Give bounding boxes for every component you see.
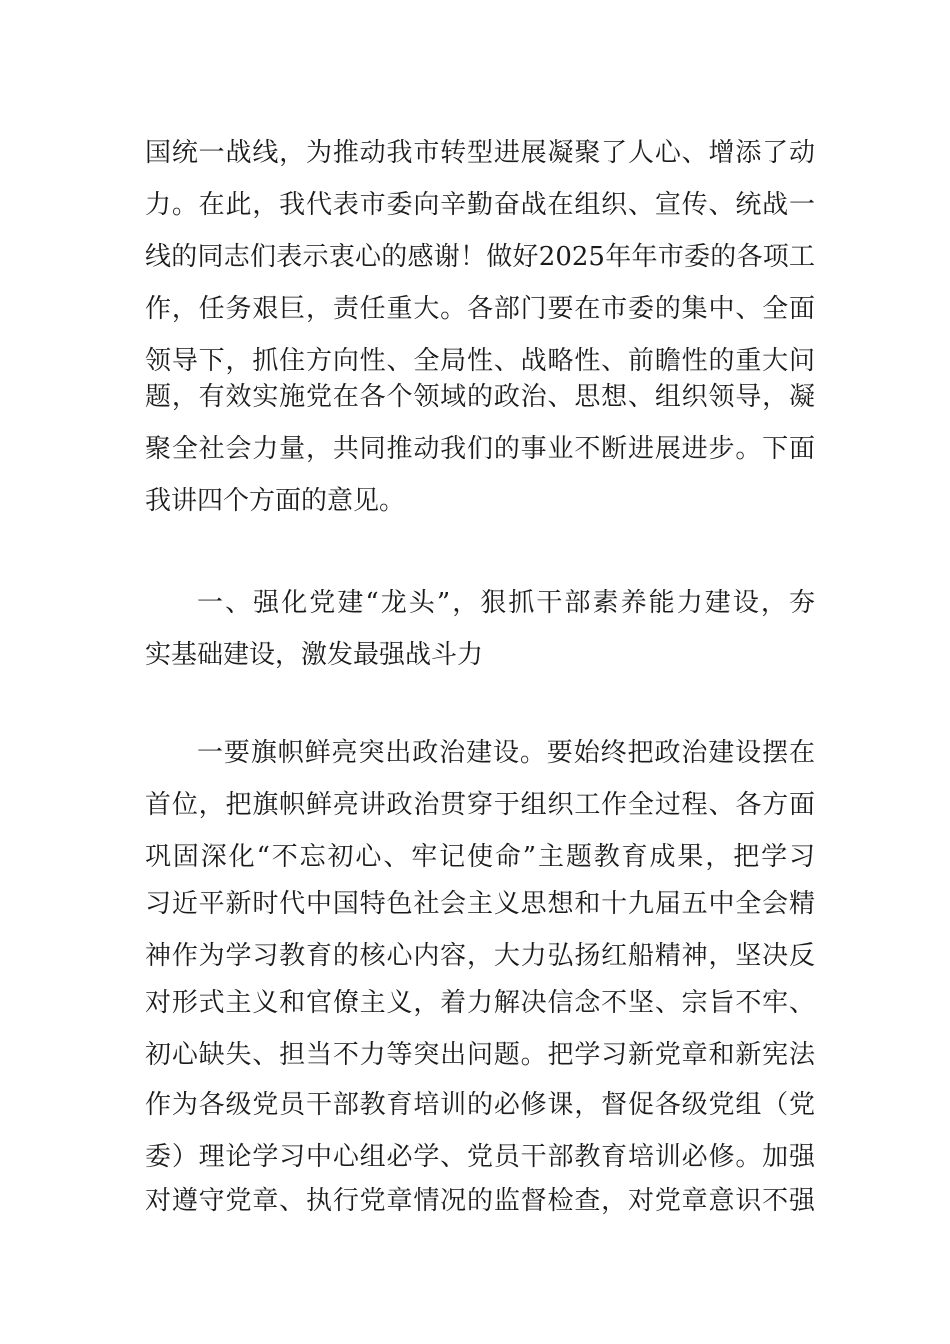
intro-line-2: 力。在此，我代表市委向辛勤奋战在组织、宣传、统战一 bbox=[145, 190, 815, 220]
intro-line-1: 国统一战线，为推动我市转型进展凝聚了人心、增添了动 bbox=[145, 138, 815, 168]
para-one-line-4: 习近平新时代中国特色社会主义思想和十九届五中全会精 bbox=[145, 889, 815, 919]
intro-line-5: 领导下，抓住方向性、全局性、战略性、前瞻性的重大问 bbox=[145, 346, 815, 376]
para-one-line-2: 首位，把旗帜鲜亮讲政治贯穿于组织工作全过程、各方面 bbox=[145, 790, 815, 820]
para-one-line-7: 初心缺失、担当不力等突出问题。把学习新党章和新宪法 bbox=[145, 1040, 815, 1070]
para-one-line-1: 一要旗帜鲜亮突出政治建设。要始终把政治建设摆在 bbox=[197, 738, 815, 768]
intro-line-3: 线的同志们表示衷心的感谢！做好2025年年市委的各项工 bbox=[145, 242, 815, 272]
para-one-line-10: 对遵守党章、执行党章情况的监督检查，对党章意识不强 bbox=[145, 1186, 815, 1216]
section-heading-line-1: 一、强化党建“龙头”，狠抓干部素养能力建设，夯 bbox=[197, 588, 815, 618]
intro-line-7: 聚全社会力量，共同推动我们的事业不断进展进步。下面 bbox=[145, 434, 815, 464]
para-one-line-9: 委）理论学习中心组必学、党员干部教育培训必修。加强 bbox=[145, 1142, 815, 1172]
section-heading-line-2: 实基础建设，激发最强战斗力 bbox=[145, 640, 484, 670]
intro-line-8: 我讲四个方面的意见。 bbox=[145, 486, 406, 516]
intro-line-4: 作，任务艰巨，责任重大。各部门要在市委的集中、全面 bbox=[145, 294, 815, 324]
para-one-line-6: 对形式主义和官僚主义，着力解决信念不坚、宗旨不牢、 bbox=[145, 988, 815, 1018]
para-one-line-5: 神作为学习教育的核心内容，大力弘扬红船精神，坚决反 bbox=[145, 941, 815, 971]
intro-line-6: 题，有效实施党在各个领域的政治、思想、组织领导，凝 bbox=[145, 382, 815, 412]
para-one-line-8: 作为各级党员干部教育培训的必修课，督促各级党组（党 bbox=[145, 1090, 815, 1120]
para-one-line-3: 巩固深化“不忘初心、牢记使命”主题教育成果，把学习 bbox=[145, 842, 815, 872]
